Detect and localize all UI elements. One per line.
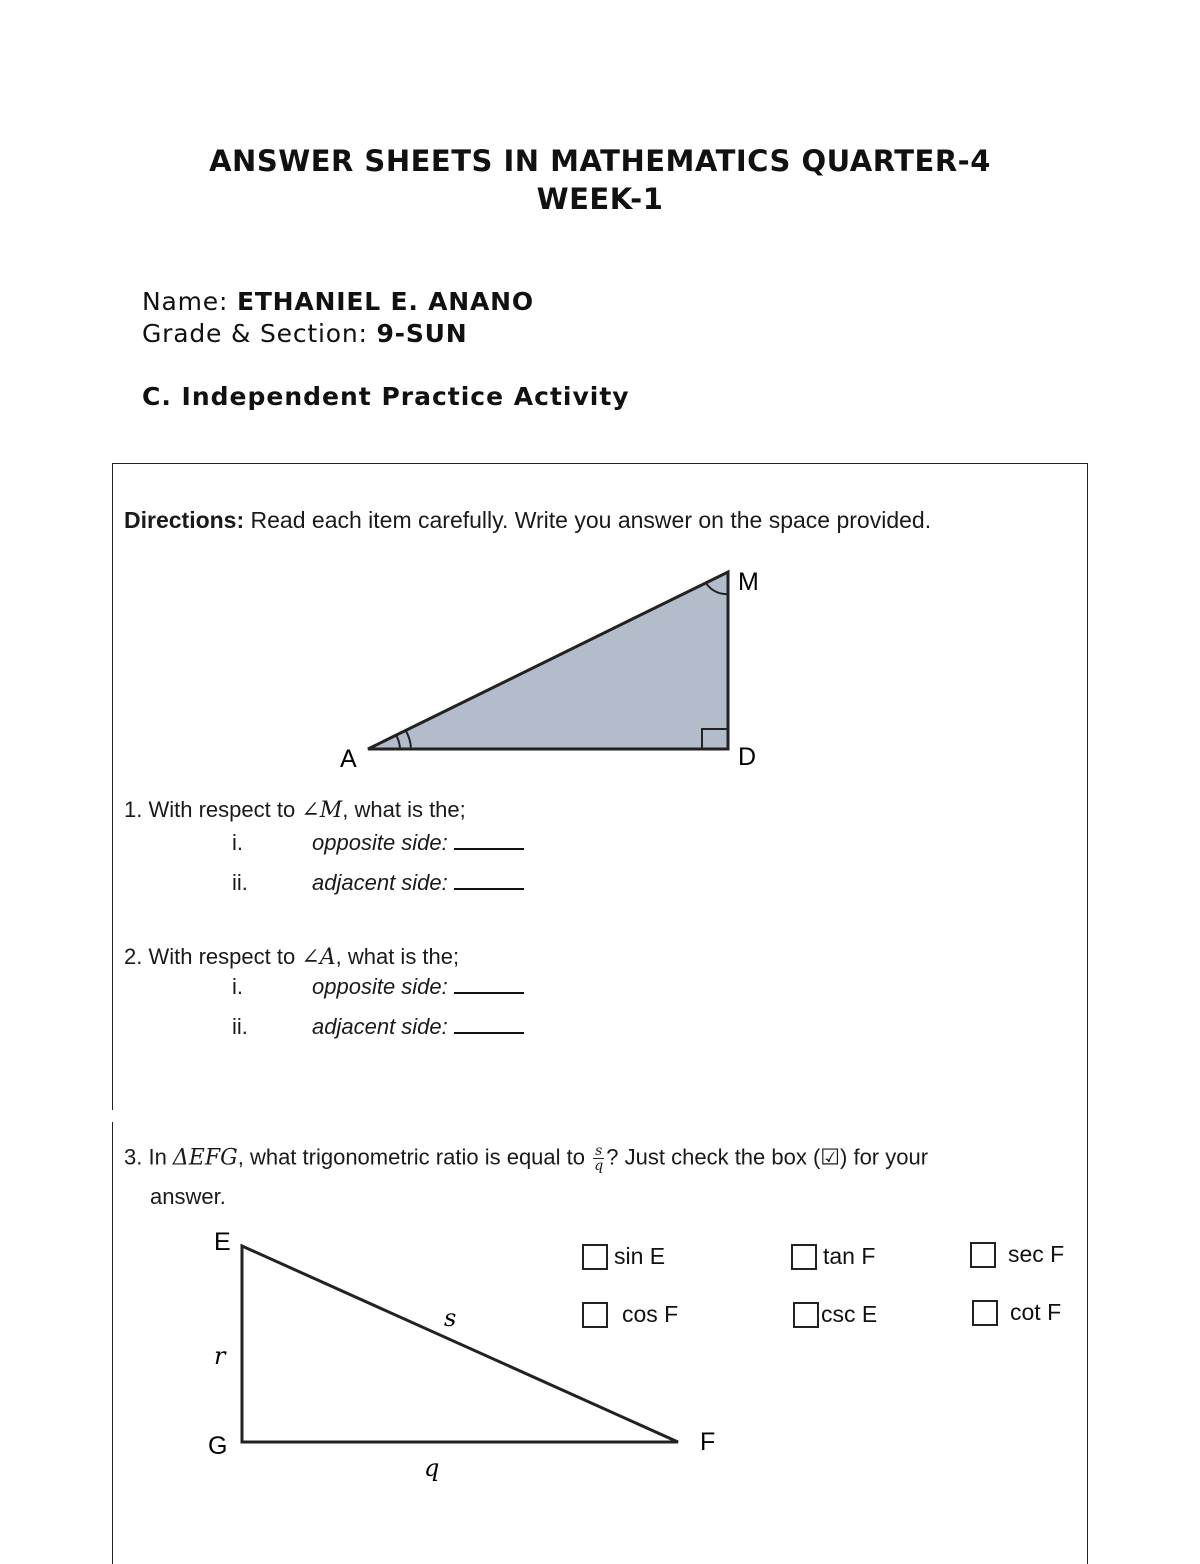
choice-sec-f[interactable] — [970, 1241, 1064, 1268]
checkbox[interactable] — [972, 1300, 998, 1326]
answer-blank[interactable] — [454, 974, 524, 994]
q2-item-1-num: i. — [232, 974, 243, 999]
student-grade — [142, 319, 467, 348]
q2-item-2-text: adjacent side: — [312, 1014, 448, 1039]
choice-sin-e[interactable] — [582, 1243, 665, 1270]
answer-blank[interactable] — [454, 830, 524, 850]
name-value: ETHANIEL E. ANANO — [236, 287, 534, 316]
q1-prefix: 1. With respect to — [124, 797, 302, 822]
answer-blank[interactable] — [454, 1014, 524, 1034]
side-r-label: r — [214, 1342, 226, 1370]
q2-item-1-text: opposite side: — [312, 974, 448, 999]
checkbox[interactable] — [793, 1302, 819, 1328]
q3-frac-den: q — [594, 1158, 604, 1174]
q1-item-2-text: adjacent side: — [312, 870, 448, 895]
triangle-amd-figure — [330, 560, 790, 780]
grade-label: Grade & Section: — [142, 319, 377, 348]
choice-label: cot F — [1010, 1299, 1062, 1325]
title-line-2: WEEK-1 — [536, 182, 664, 216]
checkbox[interactable] — [582, 1244, 608, 1270]
choice-tan-f[interactable] — [791, 1243, 875, 1270]
name-label: Name: — [142, 287, 237, 316]
q2-angle: ∠A — [301, 945, 336, 970]
directions-text: Read each item carefully. Write you answer on the space provided. — [244, 507, 932, 533]
q1-item-1 — [312, 830, 524, 856]
section-title: C. Independent Practice Activity — [142, 382, 630, 411]
question-1 — [124, 797, 466, 823]
q1-suffix: , what is the; — [342, 797, 466, 822]
q2-item-2-num: ii. — [232, 1014, 248, 1039]
vertex-m-label: M — [738, 568, 759, 596]
vertex-f-label: F — [700, 1428, 716, 1456]
box-border-gap — [112, 1110, 116, 1122]
triangle-efg — [242, 1246, 678, 1442]
q1-item-2-num: ii. — [232, 870, 248, 895]
choice-label: cos F — [622, 1301, 679, 1327]
vertex-g-label: G — [208, 1432, 228, 1460]
q3-triangle: ΔEFG — [172, 1145, 238, 1171]
q1-item-1-text: opposite side: — [312, 830, 448, 855]
q2-item-1 — [312, 974, 524, 1000]
choice-csc-e[interactable] — [793, 1301, 877, 1328]
question-3 — [124, 1144, 928, 1173]
checkbox[interactable] — [791, 1244, 817, 1270]
choice-label: csc E — [821, 1301, 878, 1327]
q3-frac-num: s — [595, 1143, 603, 1159]
q1-angle: ∠M — [301, 798, 343, 823]
directions — [124, 507, 931, 534]
choice-label: tan F — [823, 1243, 876, 1269]
q3-suffix: ? Just check the box (☑) for your — [606, 1144, 929, 1170]
directions-label: Directions: — [124, 507, 245, 533]
choice-label: sin E — [614, 1243, 666, 1269]
q2-prefix: 2. With respect to — [124, 944, 302, 969]
answer-blank[interactable] — [454, 870, 524, 890]
q3-line2: answer. — [150, 1184, 226, 1209]
q3-middle: , what trigonometric ratio is equal to — [237, 1144, 592, 1170]
q3-prefix: 3. In — [124, 1144, 173, 1170]
q2-suffix: , what is the; — [335, 944, 460, 969]
title-line-1: ANSWER SHEETS IN MATHEMATICS QUARTER-4 — [209, 144, 991, 178]
triangle-amd — [368, 572, 728, 749]
question-2 — [124, 944, 459, 970]
choice-cot-f[interactable] — [972, 1299, 1061, 1326]
side-s-label: s — [444, 1304, 457, 1332]
vertex-e-label: E — [214, 1228, 231, 1256]
q2-item-2 — [312, 1014, 524, 1040]
q1-item-1-num: i. — [232, 830, 243, 855]
q1-item-2 — [312, 870, 524, 896]
choice-cos-f[interactable] — [582, 1301, 678, 1328]
page-title — [0, 142, 1200, 218]
vertex-a-label: A — [340, 745, 357, 773]
choice-label: sec F — [1008, 1241, 1065, 1267]
checkbox[interactable] — [582, 1302, 608, 1328]
q3-fraction — [593, 1144, 604, 1173]
vertex-d-label: D — [738, 743, 757, 771]
side-q-label: q — [424, 1454, 440, 1482]
grade-value: 9-SUN — [376, 319, 468, 348]
checkbox[interactable] — [970, 1242, 996, 1268]
student-name — [142, 287, 534, 316]
